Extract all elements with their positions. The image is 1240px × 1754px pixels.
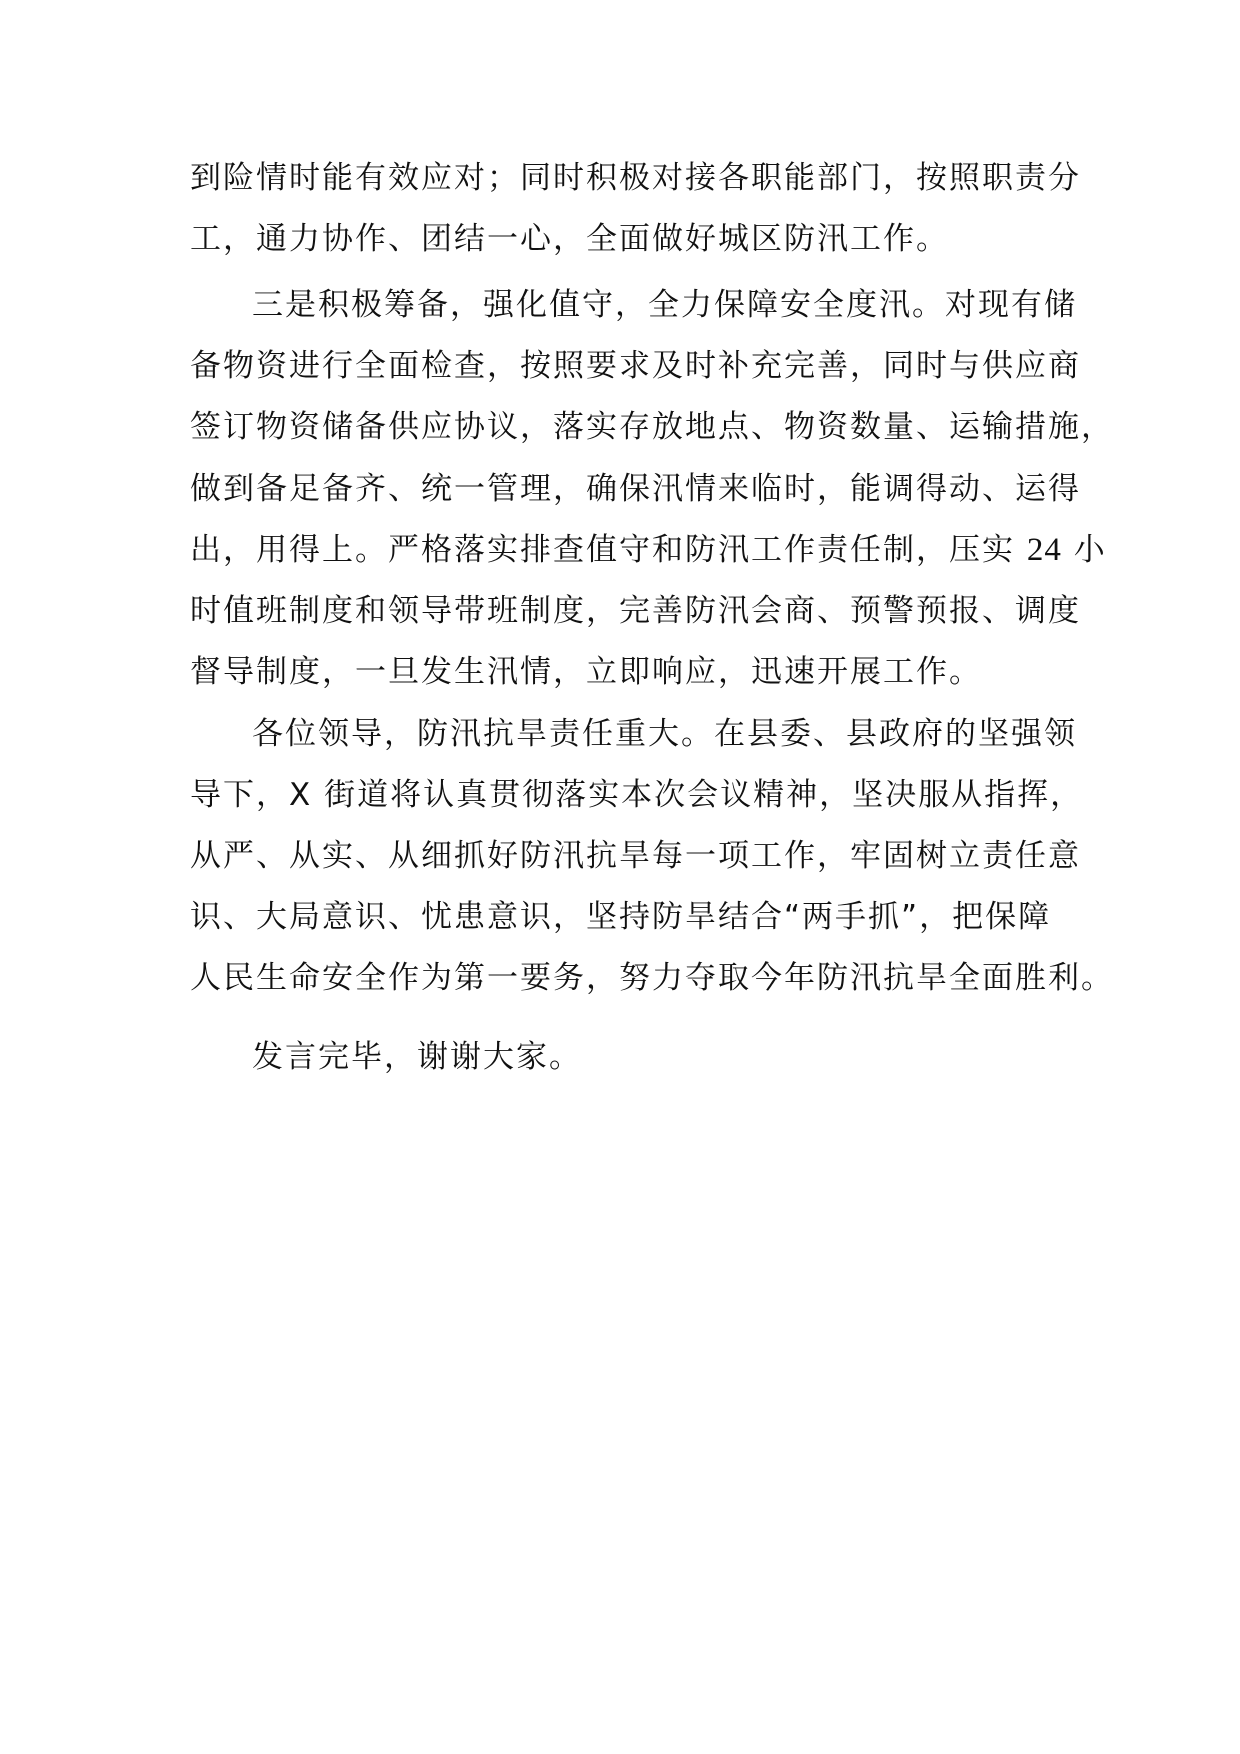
text-line: 三是积极筹备，强化值守，全力保障安全度汛。对现有储: [252, 287, 1077, 323]
hour-number: 24: [1026, 532, 1062, 568]
text-line: 做到备足备齐、统一管理，确保汛情来临时，能调得动、运得: [190, 471, 1081, 507]
text-line: 导下，X 街道将认真贯彻落实本次会议精神，坚决服从指挥，: [190, 777, 1084, 813]
text-line: [190, 530, 1107, 570]
text-line: 工，通力协作、团结一心，全面做好城区防汛工作。: [190, 221, 949, 257]
text-segment: 出，用得上。严格落实排查值守和防汛工作责任制，压实: [190, 532, 1027, 568]
text-line: 备物资进行全面检查，按照要求及时补充完善，同时与供应商: [190, 348, 1081, 384]
text-line: 签订物资储备供应协议，落实存放地点、物资数量、运输措施，: [190, 409, 1114, 445]
text-line: 识、大局意识、忧患意识，坚持防旱结合“两手抓”，把保障: [190, 899, 1052, 935]
text-line: 到险情时能有效应对；同时积极对接各职能部门，按照职责分: [190, 160, 1081, 196]
text-line: 督导制度，一旦发生汛情，立即响应，迅速开展工作。: [190, 654, 982, 690]
text-line: 时值班制度和领导带班制度，完善防汛会商、预警预报、调度: [190, 593, 1081, 629]
closing-line: 发言完毕，谢谢大家。: [252, 1039, 582, 1075]
text-line: 从严、从实、从细抓好防汛抗旱每一项工作，牢固树立责任意: [190, 838, 1081, 874]
text-line: 人民生命安全作为第一要务，努力夺取今年防汛抗旱全面胜利。: [190, 960, 1114, 996]
text-segment: 小: [1061, 532, 1107, 568]
text-line: 各位领导，防汛抗旱责任重大。在县委、县政府的坚强领: [252, 716, 1077, 752]
